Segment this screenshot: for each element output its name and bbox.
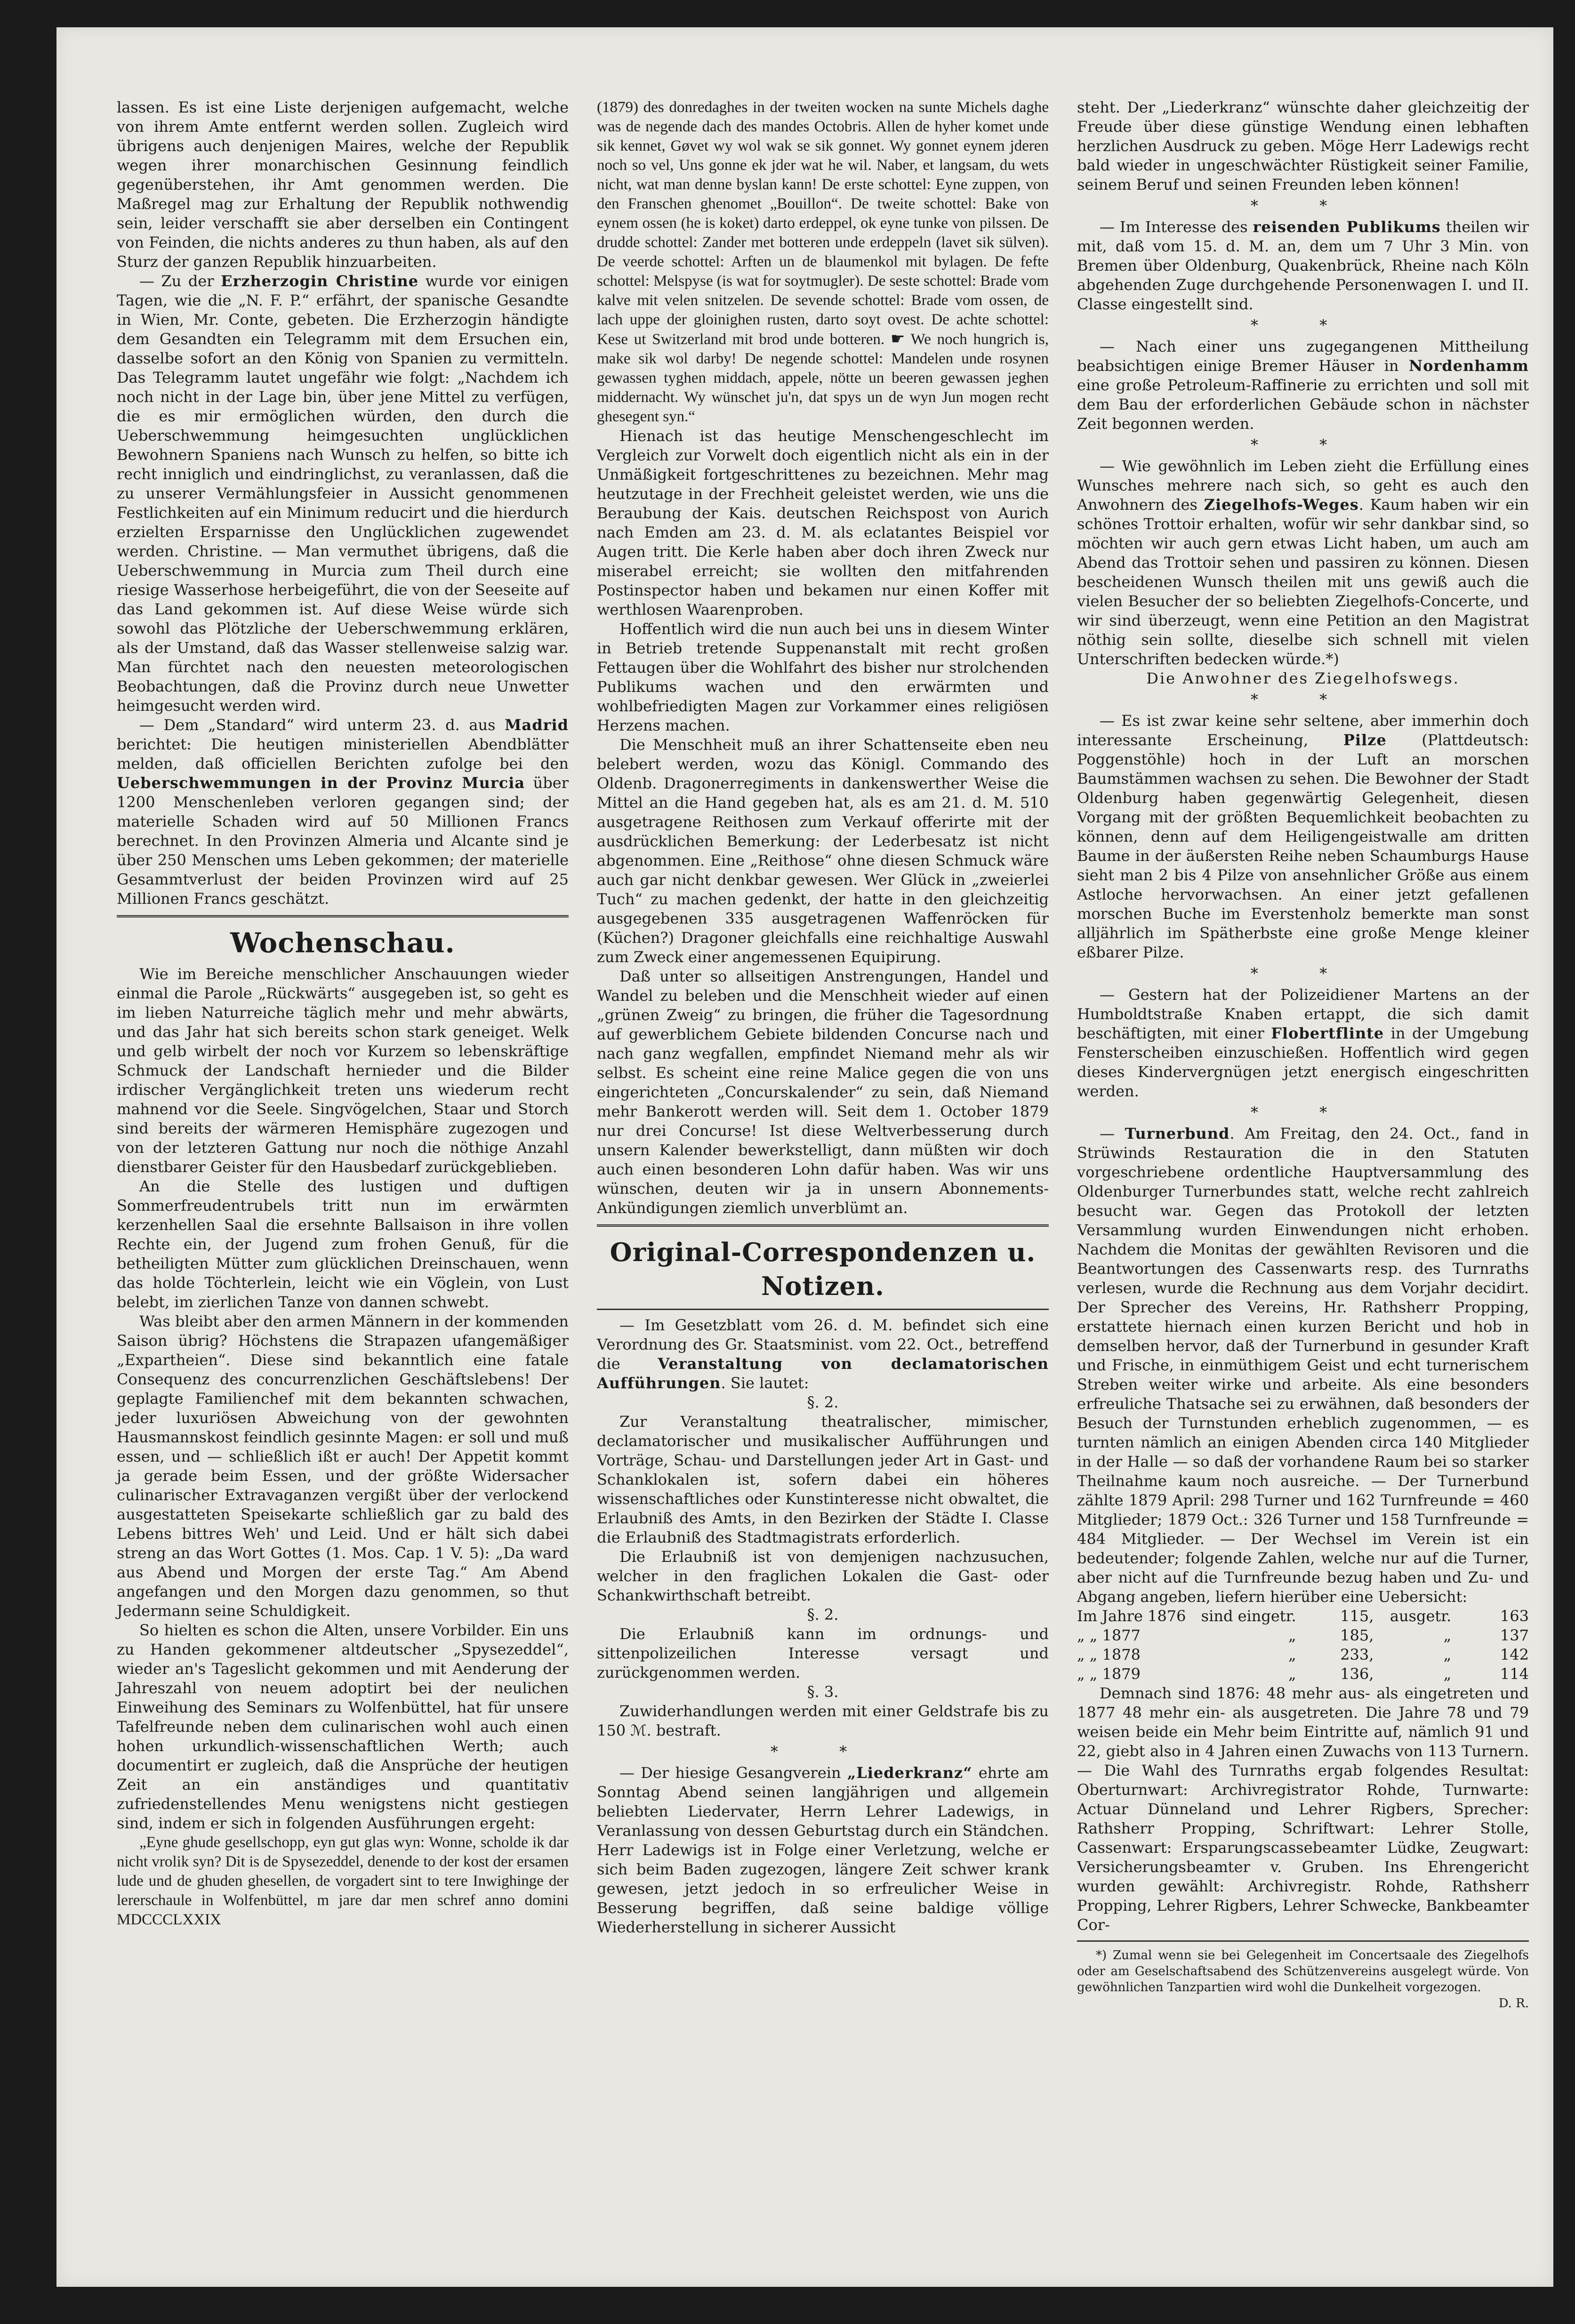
article-christine: — Zu der Erzherzogin Christine wurde vor einigen Tagen, wie die „N. F. P.“ erfährt, der spanische Gesandte in Wien, Mr. Conte, gebeten. Die Erzherzogin händigte dem Gesandten ein Telegramm mit dem Ersuchen ein, dasselbe sofort an den König von Spanien zu vermitteln. Das Telegramm lautet ungefähr wie folgt: „Nachdem ich noch nicht in der Lage bin, über jene Mittel zu verfügen, die es mir ermöglichen würden, den durch die Ueberschwemmung heimgesuchten unglücklichen Bewohnern Spaniens nach Wunsch zu helfen, so bitte ich recht inniglich und eindringlichst, zu veranlassen, daß die zu unserer Vermählungsfeier in Aussicht genommenen Festlichkeiten auf ein Minimum reducirt und die hierdurch erzielten Ersparnisse den Unglücklichen zugewendet werden. Christine. — Man vermuthet übrigens, daß die Ueberschwemmung in Murcia zum Theil durch eine riesige Wasserhose herbeigeführt, die von der Seeseite auf das Land gekommen ist. Auf diese Weise würde sich sowohl das Plötzliche der Ueberschwemmung erklären, als der Umstand, daß das Wasser stellenweise salzig war. Man fürchtet nach den neuesten meteorologischen Beobachtungen, daß die Provinz durch neue Unwetter heimgesucht werden wird. — [117, 272, 569, 715]
table-cell: 233, — [1340, 1646, 1374, 1664]
separator-stars: * * — [1250, 197, 1356, 215]
table-cell: „ „ 1877 — [1077, 1626, 1141, 1644]
section-divider — [117, 915, 569, 917]
paragraph: So hielten es schon die Alten, unsere Vorbilder. Ein uns zu Handen gekommener altdeutscher „Spysezeddel“, wieder an's Tageslicht gekommen und mit Aenderung der Jahreszahl von neuem adoptirt bei der neulichen Einweihung des Seminars zu Wolfenbüttel, hat für unsere Tafelfreunde neben dem culinarischen wohl auch einen hohen urkundlich-wissenschaftlichen Werth; auch documentirt er zugleich, daß die Ansprüche der heutigen Zeit an ein anständiges und quantitativ zufriedenstellendes Menu wenigstens nicht gestiegen sind, indem er sich in folgenden Ausführungen ergeht: — [117, 1621, 569, 1832]
table-cell: 142 — [1500, 1646, 1529, 1664]
article-murcia: — Dem „Standard“ wird unterm 23. d. aus Madrid berichtet: Die heutigen ministeriellen Abendblätter melden, daß officiellen Berichten zufolge bei den Ueberschwemmungen in der Provinz Murcia über 1200 Menschenleben verloren gegangen sind; der materielle Schaden wird auf 50 Millionen Francs berechnet. In den Provinzen Almeria und Alcante sind je über 250 Menschen ums Leben gekommen; der materielle Gesammtverlust der beiden Provinzen wird auf 25 Millionen Francs geschätzt. — [117, 716, 569, 908]
table-cell: sind eingetr. — [1201, 1607, 1296, 1625]
column-middle — [597, 98, 1049, 1937]
footnote-divider — [1077, 1940, 1529, 1942]
paragraph: Zur Veranstaltung theatralischer, mimischer, declamatorischer und musikalischer Aufführungen und Vorträge, Schau- und Darstellungen jeder Art in Gast- und Schanklokalen ist, sofern dabei ein höheres wissenschaftliches oder Kunstinteresse nicht obwaltet, die Erlaubniß des Amts, in den Bezirken der Städte I. Classe die Erlaubniß des Stadtmagistrats erforderlich. — [597, 1413, 1049, 1546]
article-pilze: — Es ist zwar keine sehr seltene, aber immerhin doch interessante Erscheinung, Pilze (Plattdeutsch: Poggenstöhle) hoch in der Luft an morschen Baumstämmen wachsen zu sehen. Die Bewohner der Stadt Oldenburg haben gegenwärtig Gelegenheit, diesen Vorgang mit der größten Bequemlichkeit beobachten zu können, denn auf dem Heiligengeistwalle am dritten Baume in der äußersten Reihe neben Schaumburgs Hause sieht man 2 bis 4 Pilze von ansehnlicher Größe aus einem Astloche hervorwachsen. An einer jetzt gefallenen morschen Buche im Everstenholz bemerkte man sonst alljährlich im Spätherbste eine große Menge kleiner eßbarer Pilze. — [1077, 712, 1529, 961]
table-cell: „ „ 1879 — [1077, 1665, 1141, 1683]
newspaper-page — [56, 27, 1553, 2287]
section-number: §. 2. — [807, 1606, 839, 1624]
separator-stars: * * — [1250, 316, 1356, 334]
article-ziegelhof: — Wie gewöhnlich im Leben zieht die Erfüllung eines Wunsches mehrere nach sich, so geht es auch den Anwohnern des Ziegelhofs-Weges. Kaum haben wir ein schönes Trottoir erhalten, wofür wir sehr dankbar sind, so möchten wir auch gern etwas Licht haben, um auch am Abend das Trottoir sehen und passiren zu können. Diesen bescheidenen Wunsch theilen mit uns gewiß auch die vielen Besucher der so beliebten Ziegelhofs-Concerte, und wir sind überzeugt, wenn eine Petition an den Magistrat nöthig sein sollte, dieselbe sich schnell mit vielen Unterschriften bedecken würde.*) — [1077, 457, 1529, 668]
paragraph: Daß unter so allseitigen Anstrengungen, Handel und Wandel zu beleben und die Menschheit wieder auf einen „grünen Zweig“ zu bringen, die früher die Tagesordnung auf gewerblichem Gebiete bildenden Concurse nach und nach ganz wegfallen, empfindet Niemand mehr als wir selbst. Es scheint eine reine Malice gegen die von uns eingerichteten „Concurskalender“ zu sein, daß Niemand mehr Bankerott werden will. Seit dem 1. October 1879 nur drei Concurse! Ist diese Weltverbesserung durch unsern Kalender bewerkstelligt, dann müßten wir doch auch einen besonderen Lohn dafür haben. Was wir uns wünschen, deuten wir ja in unsern Abonnements-Ankündigungen ziemlich unverblümt an. — [597, 967, 1049, 1217]
table-cell: 136, — [1340, 1665, 1374, 1683]
section-heading-correspondence: Original-Correspondenzen u. Notizen. — [610, 1237, 1036, 1301]
separator-stars: * * — [1250, 1103, 1356, 1121]
paragraph: Hoffentlich wird die nun auch bei uns in diesem Winter in Betrieb tretende Suppenanstalt mit recht großen Fettaugen über die Wohlfahrt des bisher nur strolchenden Publikums wachen und den erwärmten und wohlbefriedigten Magen zur Vorkammer eines religiösen Herzens machen. — [597, 620, 1049, 734]
separator-stars: * * — [1250, 691, 1356, 708]
section-divider — [597, 1224, 1049, 1227]
column-right — [1077, 98, 1529, 2011]
table-cell: „ — [1288, 1646, 1296, 1664]
table-cell: 185, — [1340, 1626, 1374, 1644]
section-number: §. 3. — [807, 1683, 839, 1701]
paragraph: Die Menschheit muß an ihrer Schattenseite eben neu belebert werden, wozu das Königl. Commando des Oldenb. Dragonerregiments in dankenswerther Weise die Mittel an die Hand gegeben hat, als es am 21. d. M. 510 ausgetragene Reithosen zum Verkauf offerirte mit der ausdrücklichen Bemerkung: der Lederbesatz ist nicht abgenommen. Eine „Reithose“ ohne diesen Schmuck wäre auch gar nicht denkbar gewesen. Wer Glück in „zweierlei Tuch“ zu machen gedenkt, der hatte in den gleichzeitig ausgegebenen 335 ausgetragenen Waffenröcken für (Küchen?) Dragoner gleichfalls eine reichhaltige Auswahl zum Zweck einer angemessenen Equipirung. — [597, 736, 1049, 966]
table-cell: „ — [1288, 1665, 1296, 1683]
paragraph: Wie im Bereiche menschlicher Anschauungen wieder einmal die Parole „Rückwärts“ ausgegeben ist, so geht es im lieben Naturreiche täglich mehr und mehr abwärts, und das Jahr hat sich bereits schon stark geneiget. Welk und gelb wirbelt der noch vor Kurzem so lebenskräftige Schmuck der Landschaft hernieder und die Bilder irdischer Vergänglichkeit treten uns wiederum recht mahnend vor die Seele. Singvögelchen, Staar und Storch sind bereits der wärmeren Hemisphäre zugezogen und von der letzteren Gattung nur noch die nöthige Anzahl dienstbarer Geister für den Hausbedarf zurückgeblieben. — [117, 965, 569, 1176]
table-cell: „ — [1288, 1626, 1296, 1644]
paragraph: Demnach sind 1876: 48 mehr aus- als eingetreten und 1877 48 mehr ein- als ausgetreten. Die Jahre 78 und 79 weisen beide ein Mehr beim Eintritte auf, nämlich 91 und 22, giebt also in 4 Jahren einen Zuwachs von 113 Turnern. — Die Wahl des Turnraths ergab folgendes Resultat: Oberturnwart: Archivregistrator Rohde, Turnwarte: Actuar Dünneland und Lehrer Rigbers, Sprecher: Rathsherr Propping, Schriftwart: Lehrer Stolle, Cassenwart: Ersparungscassebeamter Lüdke, Zeugwart: Versicherungsbeamter v. Gruben. Ins Ehrengericht wurden gewählt: Archivregistr. Rohde, Rathsherr Propping, Lehrer Rigbers, Lehrer Schwecke, Bankbeamter Cor- — [1077, 1684, 1529, 1934]
article-turnerbund: — Turnerbund. Am Freitag, den 24. Oct., fand in Strüwinds Restauration die in den Statuten vorgeschriebene ordentliche Hauptversammlung des Oldenburger Turnerbundes statt, welche recht zahlreich besucht war. Gegen das Protokoll der letzten Versammlung wurden Einwendungen nicht erhoben. Nachdem die Monitas der gewählten Revisoren und die Beantwortungen des Cassenwarts resp. des Turnraths verlesen, wurde die Rechnung aus dem Vorjahr decidirt. Der Sprecher des Vereins, Hr. Rathsherr Propping, erstattete hiernach einen kurzen Bericht und hob in demselben hervor, daß der Turnerbund in gesunder Kraft und Frische, in einmüthigem Geist und echt turnerischem Streben weiter wirke und arbeite. Als eine besonders erfreuliche Thatsache sei zu erwähnen, daß besonders der Besuch der Turnstunden erheblich zugenommen, — es turnten nämlich an einigen Abenden circa 140 Mitglieder in der Halle — so daß der vorhandene Raum bei so starker Theilnahme kaum noch ausreiche. — Der Turnerbund zählte 1879 April: 298 Turner und 162 Turnfreunde = 460 Mitglieder; 1879 Oct.: 326 Turner und 158 Turnfreunde = 484 Mitglieder. — Der Wechsel im Verein ist ein bedeutender; folgende Zahlen, welche nur auf die Turner, aber nicht auf die Turnfreunde bezug haben und Zu- und Abgang angeben, liefern hierüber eine Uebersicht: — [1077, 1125, 1529, 1606]
footnote-signature: D. R. — [1498, 1996, 1529, 2010]
paragraph: Zuwiderhandlungen werden mit einer Geldstrafe bis zu 150 ℳ. bestraft. — [597, 1702, 1049, 1739]
section-number: §. 2. — [807, 1393, 839, 1411]
article-republic-end: lassen. Es ist eine Liste derjenigen aufgemacht, welche von ihrem Amte entfernt werden sollen. Zugleich wird übrigens auch denjenigen Maires, welche der Republik wegen ihrer monarchischen Gesinnung feindlich gegenüberstehen, ihr Amt genommen werden. Die Maßregel mag zur Erhaltung der Republik nothwendig sein, leider verschafft sie aber derselben ein Contingent von Feinden, die nichts anderes zu thun haben, als auf den Sturz der ganzen Republik hinzuarbeiten. — [117, 98, 569, 271]
paragraph: Hienach ist das heutige Menschengeschlecht im Vergleich zur Vorwelt doch eigentlich nicht als ein in der Unmäßigkeit fortgeschrittenes zu bezeichnen. Mehr mag heutzutage in der Frechheit geleistet werden, wie uns die Beraubung der Kais. deutschen Reichspost von Aurich nach Emden am 23. d. M. als eclatantes Beispiel vor Augen tritt. Die Kerle haben aber doch ihren Zweck nur miserabel erreicht; sie wollten den mitfahrenden Postinspector haben und bekamen nur einen Koffer mit werthlosen Waarenproben. — [597, 427, 1049, 619]
table-cell: 114 — [1500, 1665, 1529, 1683]
article-nordenhamm: — Nach einer uns zugegangenen Mittheilung beabsichtigen einige Bremer Häuser in Nordenhamm eine große Petroleum-Raffinerie zu errichten und soll mit dem Bau der erforderlichen Gebäude schon in nächster Zeit begonnen werden. — [1077, 338, 1529, 433]
menu-quote-continued: (1879) des donredaghes in der tweiten wocken na sunte Michels daghe was de negende dach des mandes Octobris. Allen de hyher komet unde sik kennet, Gøvet wy wol wak se sik gonnet. Wy gonnet eynem jderen noch so vel, Uns gonne ek jder wat he wil. Naber, et langsam, du wets nicht, wat man denne byslan kann! De erste schottel: Eyne zuppen, von den Franschen ghenomet „Bouillon“. De tweite schottel: Bake von eynem ossen (he is koket) darto erdeppel, ok eyne tunke von pilssen. De drudde schottel: Zander met botteren unde erdeppeln (lavet sik sülven). De veerde schottel: Arften un de blaumenkol mit bylagen. De fefte schottel: Melspyse (is wat for soytmugler). De seste schottel: Brade vom kalve mit velen snitzelen. De sevende schottel: Brade vom ossen, de lach uppe der gloinighen rusten, darto soyt ovest. De achte schottel: Kese ut Switzerland mit brod unde botteren. ☛ We noch hungrich is, make sik wol darby! De negende schottel: Mandelen unde rosynen gewassen tyghen middach, appele, nötte un beeren gewassen jeghen middernacht. Wy wünschet ju'n, dat spys un de wyn Jun mogen recht ghesegent syn.“ — [597, 99, 1049, 425]
footnote: *) Zumal wenn sie bei Gelegenheit im Concertsaale des Ziegelhofs oder am Geselschaftsabend des Schützenvereins ausgelegt würde. Von gewöhnlichen Tanzpartien wird wohl die Dunkelheit vorgezogen. — [1077, 1948, 1529, 1994]
table-cell: Im Jahre 1876 — [1077, 1607, 1186, 1625]
paragraph: An die Stelle des lustigen und duftigen Sommerfreudentrubels tritt nun im erwärmten kerzenhellen Saal die ersehnte Ballsaison in ihre vollen Rechte ein, der Jugend zum frohen Genuß, für die betheiligten Mütter zum glücklichen Dreinschauen, wenn das holde Töchterlein, leicht wie ein Vöglein, von Lust belebt, im zierlichen Tanze von dannen schwebt. — [117, 1177, 569, 1311]
article-travel: — Im Interesse des reisenden Publikums theilen wir mit, daß vom 15. d. M. an, dem um 7 Uhr 3 Min. von Bremen über Oldenburg, Quakenbrück, Rheine nach Köln abgehenden Zuge durchgehende Personenwagen I. und II. Classe eingestellt sind. — [1077, 218, 1529, 313]
table-cell: „ — [1443, 1665, 1452, 1683]
article-flobert: — Gestern hat der Polizeidiener Martens an der Humboldtstraße Knaben ertappt, die sich damit beschäftigten, mit einer Flobertflinte in der Umgebung Fensterscheiben einzuschießen. Hoffentlich wird gegen dieses Kindervergnügen jetzt energisch eingeschritten werden. — [1077, 986, 1529, 1100]
article-liederkranz-end: steht. Der „Liederkranz“ wünschte daher gleichzeitig der Freude über diese günstige Wendung einen lebhaften herzlichen Ausdruck zu geben. Möge Herr Ladewigs recht bald wieder in ungeschwächter Rüstigkeit seiner Familie, seinem Beruf und seinen Freunden leben können! — [1077, 98, 1529, 193]
signature: Die Anwohner des Ziegelhofswegs. — [1146, 669, 1460, 687]
paragraph: Was bleibt aber den armen Männern in der kommenden Saison übrig? Höchstens die Strapazen ufangemäßiger „Expartheien“. Diese sind bekanntlich eine fatale Consequenz des concurrenzlichen Geschäftslebens! Der geplagte Familienchef mit dem bekannten schwachen, jeder luxuriösen Abweichung von der gewohnten Hausmannskost feindlich gesinnte Magen: er soll und muß essen, und — schließlich ißt er auch! Der Appetit kommt ja gerade beim Essen, und der größte Widersacher culinarischer Extravaganzen vergißt über der verlockend ausgestatteten Speisekarte schließlich gar zu bald des Lebens bittres Weh' und Leid. Und er hält sich dabei streng an das Wort Gottes (1. Mos. Cap. 1 V. 5): „Da ward aus Abend und Morgen der erste Tag.“ Am Abend angefangen und den Morgen dazu genommen, so thut Jedermann seine Schuldigkeit. — [117, 1312, 569, 1620]
article-liederkranz: — Der hiesige Gesangverein „Liederkranz“ ehrte am Sonntag Abend seinen langjährigen und allgemein beliebten Liedervater, Herrn Lehrer Ladewigs, in Veranlassung von dessen Geburtstag durch ein Ständchen. Herr Ladewigs ist in Folge einer Verletzung, welche er sich beim Baden zugezogen, längere Zeit schwer krank gewesen, jetzt jedoch in so erfreulicher Weise in Besserung begriffen, daß seine baldige völlige Wiederherstellung in sicherer Aussicht — [597, 1764, 1049, 1936]
membership-table — [1077, 1607, 1529, 1684]
menu-quote: „Eyne ghude gesellschopp, eyn gut glas wyn: Wonne, scholde ik dar nicht vrolik syn? Dit is de Spysezeddel, denende to der kost der ersamen lude und de ghuden ghesellen, de vorgadert sint to tere Inwighinge der lererschaule in Wolfenbüttel, m jare dar men schref anno domini MDCCCLXXIX — [117, 1834, 569, 1928]
column-left — [117, 98, 569, 1930]
table-cell: 115, — [1340, 1607, 1374, 1625]
separator-stars: * * — [1250, 965, 1356, 982]
paragraph: Die Erlaubniß kann im ordnungs- und sittenpolizeilichen Interesse versagt und zurückgenommen werden. — [597, 1625, 1049, 1681]
table-cell: „ — [1443, 1646, 1452, 1664]
table-cell: 137 — [1500, 1626, 1529, 1644]
separator-stars: * * — [1250, 436, 1356, 454]
table-cell: „ „ 1878 — [1077, 1646, 1141, 1664]
heading-underline — [597, 1309, 1049, 1310]
article-decree: — Im Gesetzblatt vom 26. d. M. befindet sich eine Verordnung des Gr. Staatsminist. vom 22. Oct., betreffend die Veranstaltung von declamatorischen Aufführungen. Sie lautet: — [597, 1316, 1049, 1392]
table-cell: 163 — [1500, 1607, 1529, 1625]
table-cell: ausgetr. — [1390, 1607, 1452, 1625]
table-cell: „ — [1443, 1626, 1452, 1644]
pointing-hand-icon: ☛ — [890, 330, 905, 348]
separator-stars: * * — [770, 1743, 876, 1761]
paragraph: Die Erlaubniß ist von demjenigen nachzusuchen, welcher in den fraglichen Lokalen die Gast- oder Schankwirthschaft betreibt. — [597, 1548, 1049, 1604]
section-heading-wochenschau: Wochenschau. — [230, 927, 455, 959]
